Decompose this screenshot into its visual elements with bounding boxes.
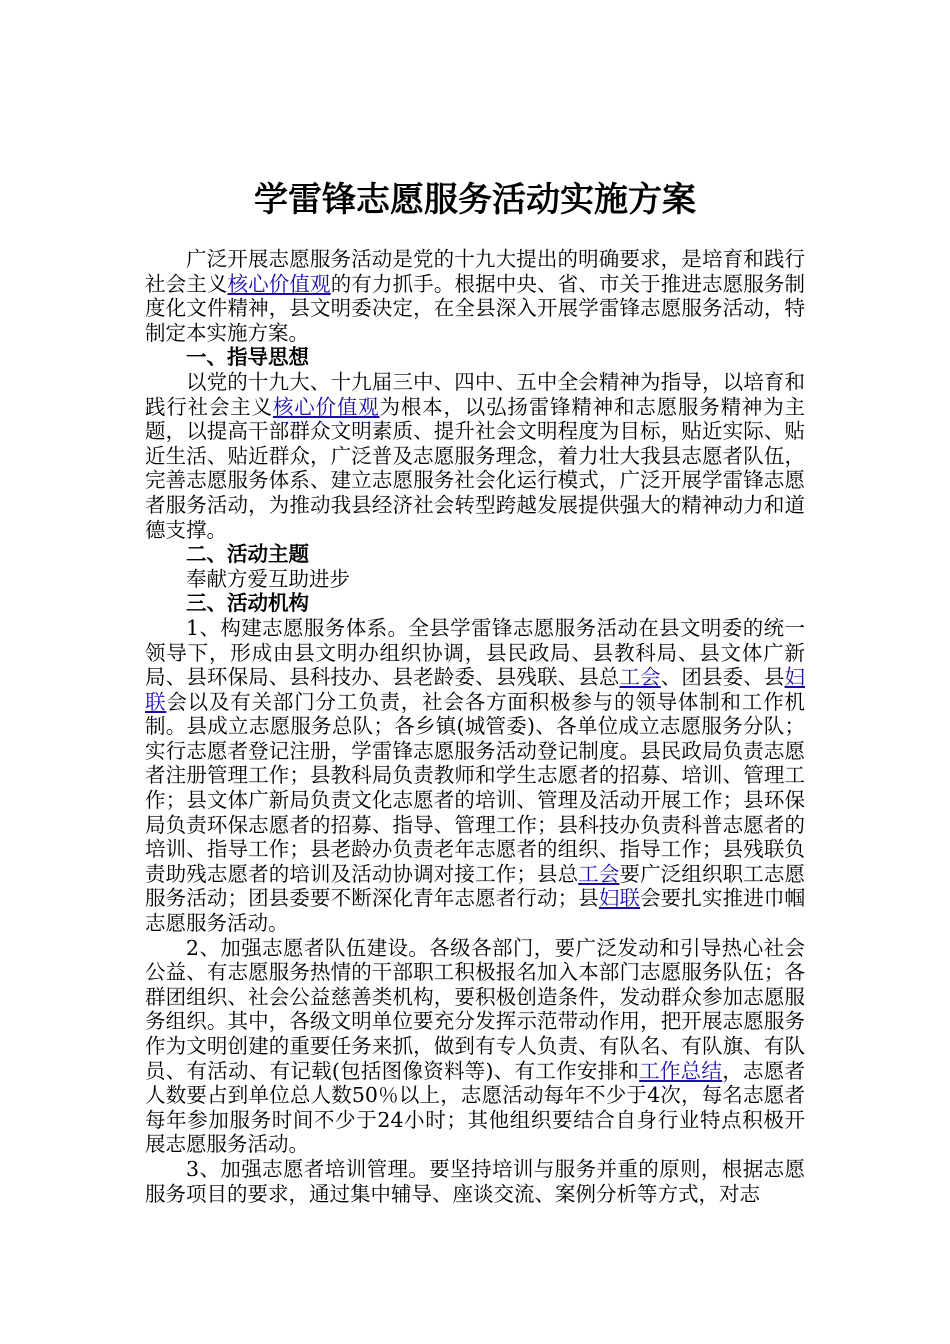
- text-run: 以党的十九大、十九届三中、四中、五中全会精神为指导，以培育和践行社会主义: [145, 369, 805, 419]
- text-run: 会要扎实推进巾帼志愿服务活动。: [145, 886, 806, 936]
- link-womens-federation[interactable]: 妇联: [598, 886, 641, 911]
- section-heading-activity-theme: 二、活动主题: [186, 542, 309, 567]
- link-womens-federation[interactable]: 妇联: [145, 665, 806, 714]
- text-run: 、团县委、县: [660, 665, 785, 690]
- text-run: 为根本，以弘扬雷锋精神和志愿服务精神为主题，以提高干部群众文明素质、提升社会文明程度为目标，贴近实际、贴近生活、贴近群众，广泛普及志愿服务理念，着力壮大我县志愿者队伍，完善志愿服务体系、建立志愿服务社会化运行模式，广泛开展学雷锋志愿者服务活动，为推动我县经济社会转型跨越发展提供强大的精神动力和道德支撑。: [145, 394, 806, 542]
- organization-paragraph-1: [145, 616, 805, 936]
- organization-paragraph-2: [145, 936, 805, 1157]
- text-run: 1、构建志愿服务体系。全县学雷锋志愿服务活动在县文明委的统一领导下，形成由县文明办组织协调，县民政局、县教科局、县文体广新局、县环保局、县科技办、县老龄委、县残联、县总: [145, 615, 805, 690]
- intro-paragraph: [145, 247, 805, 345]
- link-work-summary[interactable]: 工作总结: [639, 1058, 723, 1083]
- document-body: [145, 247, 805, 1206]
- text-run: 会以及有关部门分工负责，社会各方面积极参与的领导体制和工作机制。县成立志愿服务总队；各乡镇(城管委)、各单位成立志愿服务分队；实行志愿者登记注册，学雷锋志愿服务活动登记制度。县民政局负责志愿者注册管理工作；县教科局负责教师和学生志愿者的招募、培训、管理工作；县文体广新局负责文化志愿者的培训、管理及活动开展工作；县环保局负责环保志愿者的招募、指导、管理工作；县科技办负责科普志愿者的培训、指导工作；县老龄办负责老年志愿者的组织、指导工作；县残联负责助残志愿者的培训及活动协调对接工作；县总: [145, 689, 806, 886]
- text-run: 广泛开展志愿服务活动是党的十九大提出的明确要求，是培育和践行社会主义: [145, 247, 805, 296]
- text-run: 3、加强志愿者培训管理。要坚持培训与服务并重的原则，根据志愿服务项目的要求，通过集中辅导、座谈交流、案例分析等方式，对志: [145, 1156, 805, 1206]
- section-heading-guiding-ideology: 一、指导思想: [186, 345, 309, 370]
- text-run: 2、加强志愿者队伍建设。各级各部门，要广泛发动和引导热心社会公益、有志愿服务热情的干部职工积极报名加入本部门志愿服务队伍；各群团组织、社会公益慈善类机构，要积极创造条件，发动群众参加志愿服务组织。其中，各级文明单位要充分发挥示范带动作用，把开展志愿服务作为文明创建的重要任务来抓，做到有专人负责、有队名、有队旗、有队员、有活动、有记载(包括图像资料等)、有工作安排和: [145, 935, 805, 1083]
- text-run: 的有力抓手。根据中央、省、市关于推进志愿服务制度化文件精神，县文明委决定，在全县深入开展学雷锋志愿服务活动，特制定本实施方案。: [145, 271, 806, 345]
- text-run: 要广泛组织职工志愿服务活动；团县委要不断深化青年志愿者行动；县: [145, 861, 806, 911]
- link-core-values[interactable]: 核心价值观: [272, 394, 380, 419]
- organization-paragraph-3: [145, 1157, 805, 1206]
- section-heading-activity-organization: 三、活动机构: [186, 591, 309, 616]
- text-run: ，志愿者人数要占到单位总人数50％以上，志愿活动每年不少于4次，每名志愿者每年参加服务时间不少于24小时；其他组织要结合自身行业特点积极开展志愿服务活动。: [145, 1058, 805, 1157]
- link-trade-union[interactable]: 工会: [619, 665, 661, 690]
- guiding-ideology-paragraph: [145, 370, 805, 542]
- activity-theme-text: 奉献方爱互助进步: [186, 566, 350, 591]
- link-core-values[interactable]: 核心价值观: [227, 271, 331, 296]
- document-title: 学雷锋志愿服务活动实施方案: [254, 180, 696, 220]
- link-trade-union[interactable]: 工会: [578, 861, 620, 886]
